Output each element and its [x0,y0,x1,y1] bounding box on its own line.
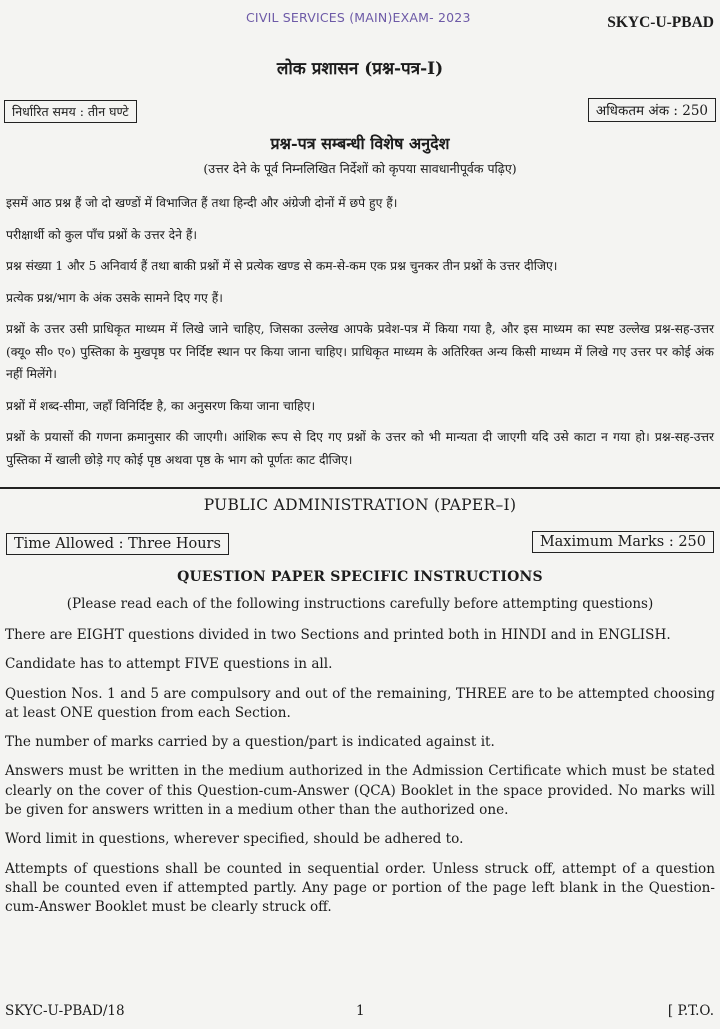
english-instruction: Question Nos. 1 and 5 are compulsory and out of the remaining, THREE are to be attempted choosing at least ONE question from each Section. [5,685,715,721]
hindi-instruction: प्रश्नों के प्रयासों की गणना क्रमानुसार की जाएगी। आंशिक रूप से दिए गए प्रश्नों के उत्तर को भी मान्यता दी जाएगी यदि उसे काटा न गया हो। प्रश्न-सह-उत्तर पुस्तिका में खाली छोड़े गए कोई पृष्ठ अथवा पृष्ठ के भाग को पूर्णतः काट दीजिए। [6,430,714,467]
hindi-instructions-heading: प्रश्न-पत्र सम्बन्धी विशेष अनुदेश [270,134,450,153]
paper-code: SKYC-U-PBAD [607,14,714,31]
english-instruction: The number of marks carried by a question/part is indicated against it. [5,734,495,751]
section-divider [0,487,720,489]
english-instruction: Attempts of questions shall be counted in sequential order. Unless struck off, attempt of a question shall be counted even if attempted partly. Any page or portion of the page left blank in the Question-cum-Answer Booklet must be clearly struck off. [5,860,715,916]
hindi-instruction: प्रश्न संख्या 1 और 5 अनिवार्य हैं तथा बाकी प्रश्नों में से प्रत्येक खण्ड से कम-से-कम एक प्रश्न चुनकर तीन प्रश्नों के उत्तर दीजिए। [6,259,558,273]
english-instructions [5,626,715,928]
hindi-instructions [6,192,714,480]
hindi-instruction: प्रत्येक प्रश्न/भाग के अंक उसके सामने दिए गए हैं। [6,290,223,305]
english-instruction: Candidate has to attempt FIVE questions in all. [5,656,333,673]
hindi-instruction: इसमें आठ प्रश्न हैं जो दो खण्डों में विभाजित हैं तथा हिन्दी और अंग्रेजी दोनों में छपे हुए हैं। [6,196,398,210]
page-number: 1 [356,1003,365,1019]
english-title: PUBLIC ADMINISTRATION (PAPER–I) [203,496,517,514]
pto-label: [ P.T.O. [667,1003,714,1019]
english-instruction: There are EIGHT questions divided in two Sections and printed both in HINDI and in ENGLISH. [5,627,671,643]
english-instructions-subheading: (Please read each of the following instructions carefully before attempting questions) [66,596,654,612]
english-instruction: Answers must be written in the medium authorized in the Admission Certificate which must be stated clearly on the cover of this Question-cum-Answer (QCA) Booklet in the space provided. No marks will be given for answers written in a medium other than the authorized one. [5,763,715,819]
hindi-time-allowed: निर्धारित समय : तीन घण्टे [4,100,137,123]
exam-stamp: CIVIL SERVICES (MAIN)EXAM- 2023 [246,10,471,25]
hindi-instruction: प्रश्नों में शब्द-सीमा, जहाँ विनिर्दिष्ट है, का अनुसरण किया जाना चाहिए। [6,398,316,413]
hindi-max-marks: अधिकतम अंक : 250 [588,98,716,122]
english-instruction: Word limit in questions, wherever specified, should be adhered to. [5,831,464,848]
english-instructions-heading: QUESTION PAPER SPECIFIC INSTRUCTIONS [177,569,543,585]
english-time-allowed: Time Allowed : Three Hours [6,533,229,555]
hindi-title: लोक प्रशासन (प्रश्न-पत्र-I) [276,59,444,79]
hindi-instructions-subheading: (उत्तर देने के पूर्व निम्नलिखित निर्देशों को कृपया सावधानीपूर्वक पढ़िए) [203,161,517,176]
hindi-instruction: परीक्षार्थी को कुल पाँच प्रश्नों के उत्तर देने हैं। [6,227,198,242]
footer-paper-code: SKYC-U-PBAD/18 [5,1003,125,1019]
english-max-marks: Maximum Marks : 250 [532,531,714,553]
hindi-instruction: प्रश्नों के उत्तर उसी प्राधिकृत माध्यम में लिखे जाने चाहिए, जिसका उल्लेख आपके प्रवेश-पत्र में किया गया है, और इस माध्यम का स्पष्ट उल्लेख प्रश्न-सह-उत्तर (क्यू० सी० ए०) पुस्तिका के मुखपृष्ठ पर निर्दिष्ट स्थान पर किया जाना चाहिए। प्राधिकृत माध्यम के अतिरिक्त अन्य किसी माध्यम में लिखे गए उत्तर पर कोई अंक नहीं मिलेंगे। [6,322,714,381]
